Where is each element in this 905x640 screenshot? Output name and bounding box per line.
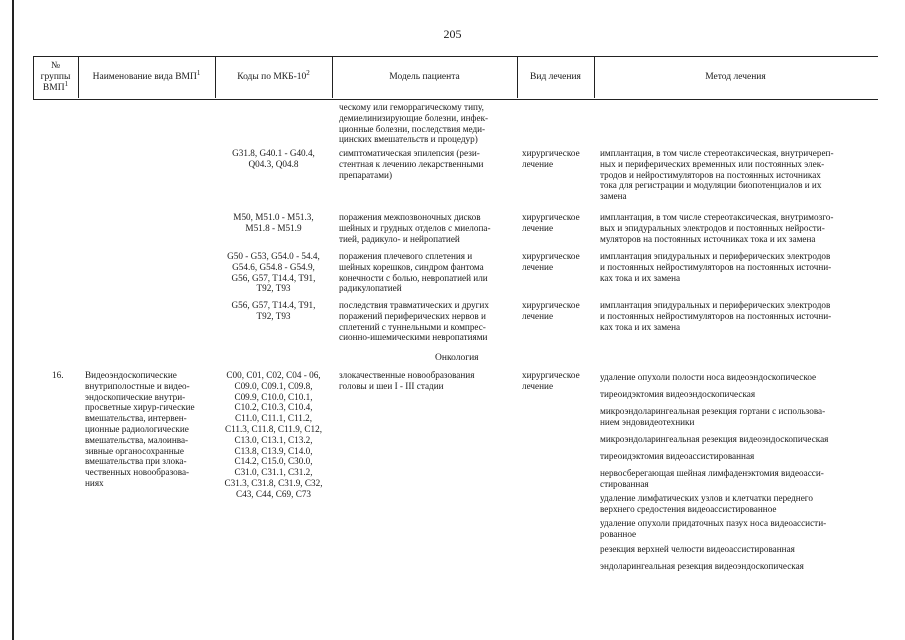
header-name: Наименование вида ВМП$^1$ [92, 68, 201, 82]
method-item: микроэндоларингеальная резекция гортани с использова- нием эндовидеотехники [600, 406, 826, 427]
method-item: тиреоидэктомия видеоэндоскопическая [600, 389, 756, 399]
row-codes: M50, M51.0 - M51.3, M51.8 - M51.9 [233, 212, 314, 233]
row-type: хирургическое лечение [522, 300, 580, 321]
row-model: симптоматическая эпилепсия (рези- стентная к лечению лекарственными препаратами) [339, 148, 484, 180]
group-number: 16. [52, 370, 64, 380]
group-codes: C00, C01, C02, C04 - 06, C09.0, C09.1, C09.8, C09.9, C10.0, C10.1, C10.2, C10.3, C10.4, C11.0, C11.1, C11.2, C11.3, C11.8, C11.9, C12, C13.0, C13.1, C13.2, C13.8, C13.9, C14.0, C14.2, C15.0, C30.0, C31.0, C31.1, C31.2, C31.3, C31.8, C31.9, C32, C43, C44, C69, C73 [224, 370, 323, 499]
method-item: удаление опухоли полости носа видеоэндоскопическое [600, 372, 817, 382]
row-method: имплантация эпидуральных и периферических электродов и постоянных нейростимуляторов на постоянных источни- ках тока и их замена [600, 300, 832, 332]
section-title-oncology: Онкология [435, 353, 479, 363]
row-type: хирургическое лечение [522, 212, 580, 233]
row-method: имплантация, в том числе стереотаксическая, внутричереп- ных и периферических временных или постоянных элек- тродов и нейростимуляторов на постоянных источниках тока для регистрации и модуляции биопотенциалов и их замена [600, 148, 834, 202]
method-item: нервосберегающая шейная лимфаденэктомия видеоасси- стированная [600, 468, 824, 489]
row-model: поражения плечевого сплетения и шейных корешков, синдром фантома конечности с болью, невропатией или радикулопатией [339, 251, 488, 294]
header-group-no: № группы ВМП$^1$ [40, 60, 71, 93]
method-item: удаление опухоли придаточных пазух носа видеоассисти- рованное [600, 518, 827, 539]
page-number: 205 [443, 27, 462, 41]
row-codes: G31.8, G40.1 - G40.4, Q04.3, Q04.8 [232, 148, 315, 169]
group-name: Видеоэндоскопические внутриполостные и видео- эндоскопические внутри- просветные хирур-гические вмешательства, интервен- ционные радиологические вмешательства, малоинва- зивные органосохранные вмешательства при злока- чественных новообразова- ниях [85, 370, 195, 488]
page-edge-rule [12, 0, 14, 640]
method-item: резекция верхней челюсти видеоассистированная [600, 544, 795, 554]
header-codes: Коды по МКБ-$10^2$ [237, 68, 310, 82]
row-model: последствия травматических и других поражений периферических нервов и сплетений с туннельными и компрес- сионно-ишемическими невропатиями [339, 300, 489, 343]
method-item: тиреоидэктомия видеоассистированная [600, 451, 755, 461]
row-method: имплантация эпидуральных и периферических электродов и постоянных нейростимуляторов на постоянных источни- ках тока и их замена [600, 251, 832, 283]
row-type: хирургическое лечение [522, 148, 580, 169]
header-type: Вид лечения [530, 71, 581, 82]
row-codes: G56, G57, T14.4, T91, T92, T93 [231, 300, 316, 321]
method-item: удаление лимфатических узлов и клетчатки переднего верхнего средостения видеоассистированное [600, 493, 813, 514]
row-method: имплантация, в том числе стереотаксическая, внутримозго- вых и эпидуральных электродов и постоянных нейрости- муляторов на постоянных источниках тока и их замена [600, 212, 834, 244]
row-model: поражения межпозвоночных дисков шейных и грудных отделов с миелопа- тией, радикуло- и нейропатией [339, 212, 491, 244]
method-item: микроэндоларингеальная резекция видеоэндоскопическая [600, 434, 829, 444]
header-method: Метод лечения [705, 71, 766, 82]
row-codes: G50 - G53, G54.0 - 54.4, G54.6, G54.8 - G54.9, G56, G57, T14.4, T91, T92, T93 [227, 251, 320, 294]
group-model: злокачественные новообразования головы и шеи I - III стадии [339, 370, 475, 391]
row-type: хирургическое лечение [522, 251, 580, 272]
header-model: Модель пациента [389, 71, 460, 82]
method-item: эндоларингеальная резекция видеоэндоскопическая [600, 561, 804, 571]
continuation-model: ческому или геморрагическому типу, демиелинизирующие болезни, инфек- ционные болезни, последствия меди- цинских вмешательств и процедур) [339, 102, 489, 145]
group-type: хирургическое лечение [522, 370, 580, 391]
